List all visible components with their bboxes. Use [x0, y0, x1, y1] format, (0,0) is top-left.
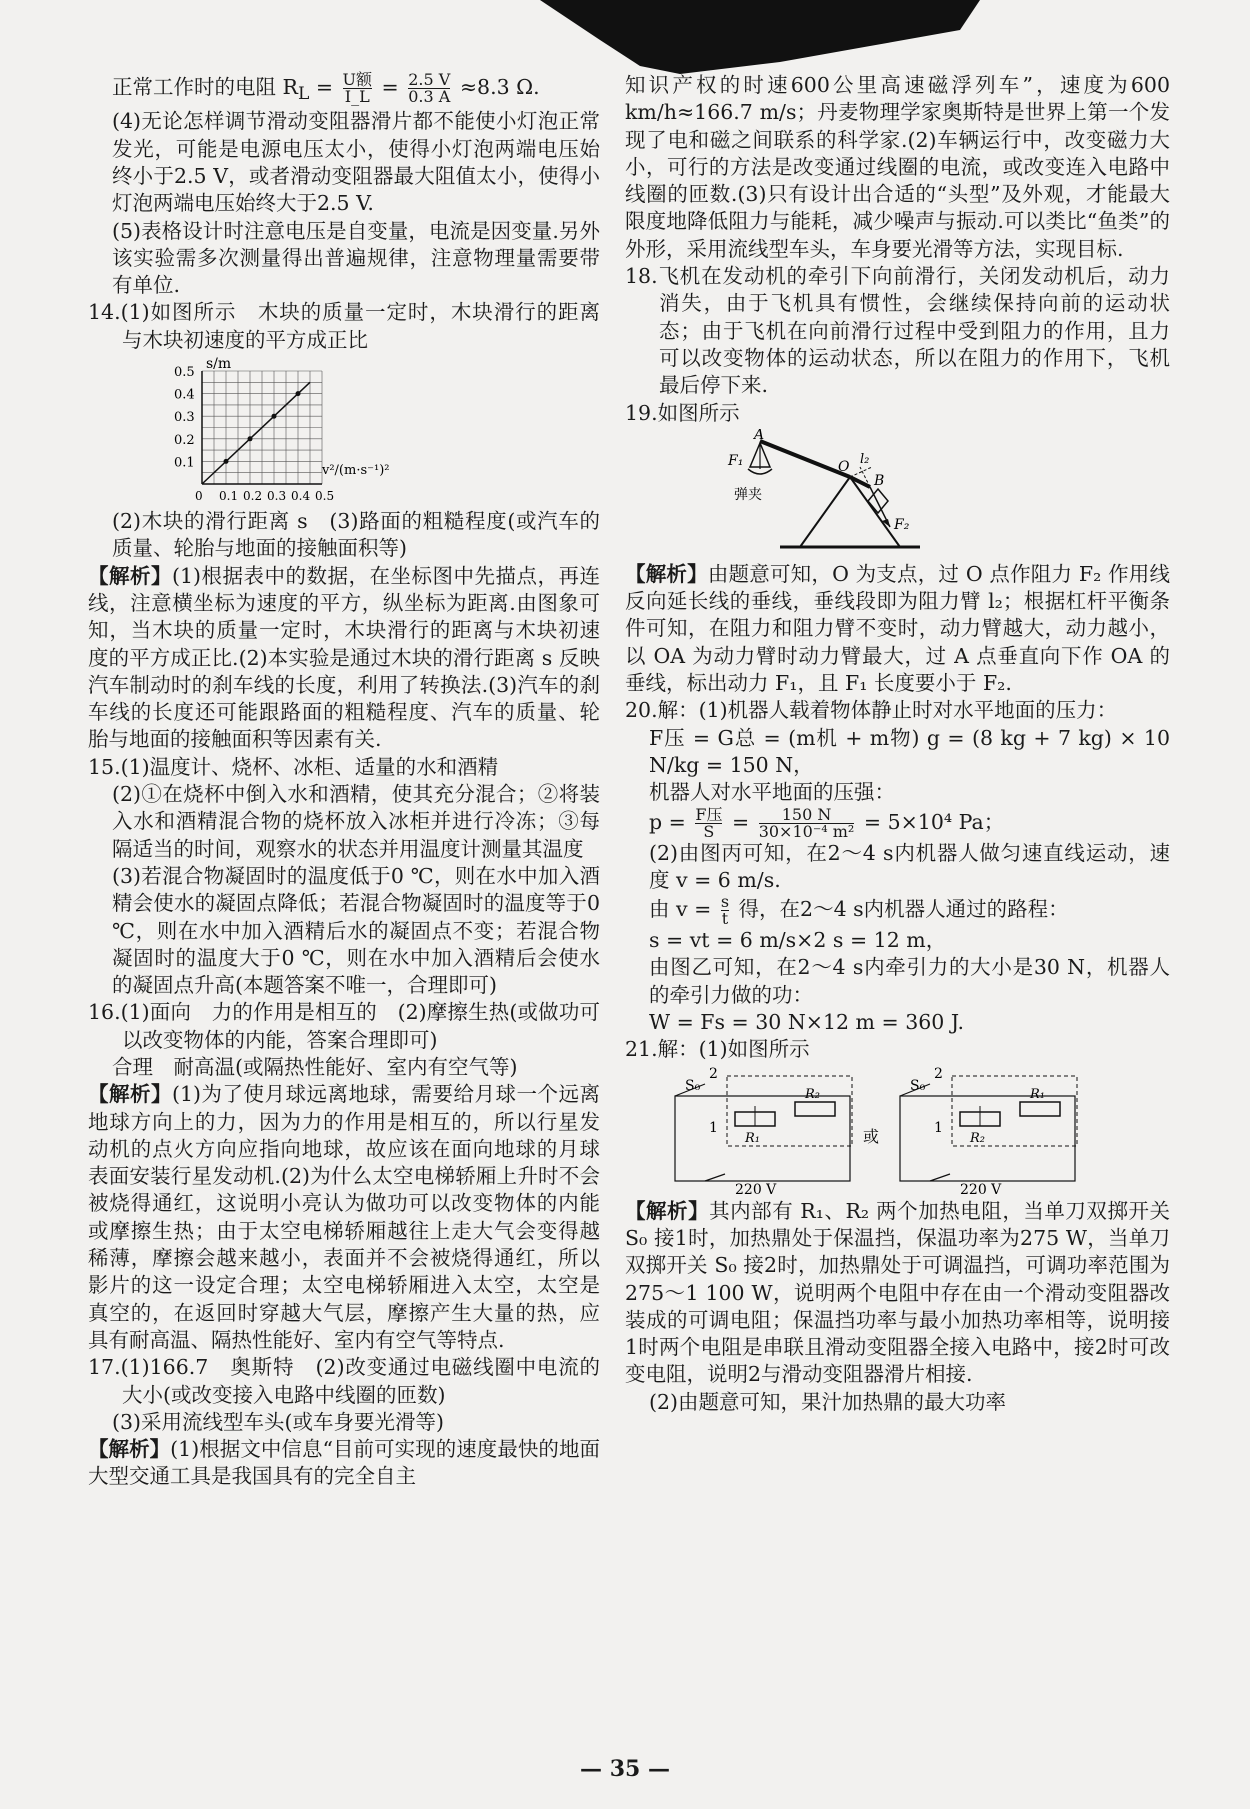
svg-text:2: 2 [709, 1065, 718, 1082]
circuit-a [675, 1066, 852, 1196]
answer-20-pressure-formula: p = $\frac{\text{F压}}{S}$ = $\frac{150 N}{\text{30×10⁻⁴ m²}}$ = 5×10⁴ Pa； [649, 804, 1005, 841]
label-clip: 弹夹 [734, 486, 762, 503]
answer-21-2: (2)由题意可知，果汁加热鼎的最大功率 [649, 1389, 1007, 1414]
circuit-or: 或 [863, 1126, 880, 1146]
svg-text:S₀: S₀ [910, 1077, 926, 1094]
answer-21-1: 21.解：(1)如图所示 [625, 1037, 810, 1062]
answer-13-4: (4)无论怎样调节滑动变阻器滑片都不能使小灯泡正常发光，可能是电源电压太小，使得小灯泡两端电压始终小于2.5 V，或者滑动变阻器最大阻值太小，使得小灯泡两端电压始终大于2.5 V. [112, 109, 600, 216]
x-tick-label: 0.1 [219, 489, 239, 504]
data-point [248, 436, 253, 441]
answer-13-5: (5)表格设计时注意电压是自变量，电流是因变量.另外该实验需多次测量得出普遍规律，注意物理量需要带有单位. [112, 218, 600, 298]
svg-text:1: 1 [709, 1119, 718, 1136]
graph-trend-line [202, 382, 310, 484]
answer-17-analysis: 【解析】(1)根据文中信息“目前可实现的速度最快的地面大型交通工具是我国具有的完全自主 [88, 1437, 600, 1489]
right-column [625, 72, 1170, 1416]
clip-body [748, 469, 772, 474]
data-point [296, 391, 301, 396]
answer-20-2: (2)由图丙可知，在2～4 s内机器人做匀速直线运动，速度 v = 6 m/s. [649, 840, 1170, 892]
y-tick-label: 0.5 [174, 365, 195, 381]
y-tick-label: 0.1 [174, 455, 195, 471]
answer-19-analysis: 【解析】由题意可知，O 为支点，过 O 点作阻力 F₂ 作用线反向延长线的垂线，垂线段即为阻力臂 l₂；根据杠杆平衡条件可知，在阻力和阻力臂不变时，动力臂越大，动力越小，以 OA 为动力臂时动力臂最大，过 A 点垂直向下作 OA 的垂线，标出动力 F₁，且 F₁ 长度要小于 F₂. [625, 561, 1170, 696]
y-tick-label: 0.4 [174, 387, 195, 403]
answer-20-1: 20.解：(1)机器人载着物体静止时对水平地面的压力： [625, 698, 1118, 723]
data-point [272, 414, 277, 419]
label-B: B [874, 472, 885, 489]
answer-16-analysis: 【解析】(1)为了使月球远离地球，需要给月球一个远离地球方向上的力，因为力的作用是相互的，所以行星发动机的点火方向应指向地球，故应该在面向地球的月球表面安装行星发动机.(2)为什么太空电梯轿厢上升时不会被烧得通红，这说明小亮认为做功可以改变物体的内能或摩擦生热；由于太空电梯轿厢越往上走大气会变得越稀薄，摩擦会越来越小，表面并不会被烧得通红，所以影片的这一设定合理；太空电梯轿厢进入太空，太空是真空的，在返回时穿越大气层，摩擦产生大量的热，应具有耐高温、隔热性能好、室内有空气等特点. [88, 1082, 600, 1352]
answer-21-analysis: 【解析】其内部有 R₁、R₂ 两个加热电阻，当单刀双掷开关 S₀ 接1时，加热鼎处于保温挡，保温功率为275 W，当单刀双掷开关 S₀ 接2时，加热鼎处于可调温挡，可调功率范围为275～1 100 W，说明两个电阻中存在由一个滑动变阻器改装成的可调电阻；保温挡功率与最小加热功率相等，说明接1时两个电阻是串联且滑动变阻器全接入电路中，接2时可改变电阻，说明2与滑动变阻器滑片相接. [625, 1198, 1170, 1387]
scan-dark-blot [540, 0, 980, 78]
answer-20-force: F压 = G总 = (m机 + m物) g = (8 kg + 7 kg) × 10 N/kg = 150 N， [649, 725, 1170, 777]
data-point [224, 459, 229, 464]
svg-text:R₁: R₁ [1030, 1086, 1045, 1102]
svg-text:220 V: 220 V [960, 1181, 1002, 1196]
answer-20-pressure-label: 机器人对水平地面的压强： [649, 780, 895, 805]
label-O: O [838, 458, 850, 475]
answer-17-2: (3)采用流线型车头(或车身要光滑等) [112, 1409, 445, 1434]
answer-14-analysis: 【解析】(1)根据表中的数据，在坐标图中先描点，再连线，注意横坐标为速度的平方，纵坐标为距离.由图象可知，当木块的质量一定时，木块滑行的距离与木块初速度的平方成正比.(2)本实验是通过木块的滑行距离 s 反映汽车制动时的刹车线的长度，利用了转换法.(3)汽车的刹车线的长度还可能跟路面的粗糙程度、汽车的质量、轮胎与地面的接触面积等因素有关. [88, 563, 600, 752]
distance-velocity-graph [172, 356, 512, 506]
label-F1: F₁ [728, 452, 744, 469]
answer-14-1: 14.(1)如图所示 木块的质量一定时，木块滑行的距离与木块初速度的平方成正比 [88, 300, 600, 352]
answer-19: 19.如图所示 [625, 400, 740, 425]
x-tick-label: 0 [195, 489, 203, 504]
answer-16-2: 合理 耐高温(或隔热性能好、室内有空气等) [112, 1055, 518, 1079]
label-F2: F₂ [894, 516, 910, 533]
x-tick-label: 0.2 [243, 489, 263, 504]
lever-diagram [710, 429, 930, 559]
svg-text:2: 2 [934, 1065, 943, 1082]
y-tick-label: 0.3 [174, 410, 195, 426]
answer-15-1: 15.(1)温度计、烧杯、冰柜、适量的水和酒精 [88, 754, 499, 779]
answer-17-1: 17.(1)166.7 奥斯特 (2)改变通过电磁线圈中电流的大小(或改变接入电路中线圈的匝数) [88, 1355, 600, 1407]
svg-text:R₁: R₁ [745, 1130, 760, 1146]
y-tick-label: 0.2 [174, 432, 195, 448]
x-tick-label: 0.5 [315, 489, 335, 504]
answer-20-work: W = Fs = 30 N×12 m = 360 J. [649, 1010, 964, 1035]
circuit-diagrams [665, 1066, 1085, 1196]
answer-20-traction: 由图乙可知，在2～4 s内牵引力的大小是30 N，机器人的牵引力做的功： [649, 955, 1170, 1007]
svg-text:220 V: 220 V [735, 1181, 777, 1196]
graph-x-label: v²/(m·s⁻¹)² [322, 463, 390, 479]
svg-text:R₂: R₂ [970, 1130, 985, 1146]
answer-16-1: 16.(1)面向 力的作用是相互的 (2)摩擦生热(或做功可以改变物体的内能，答案合理即可) [88, 1000, 600, 1052]
answer-18: 18.飞机在发动机的牵引下向前滑行，关闭发动机后，动力消失，由于飞机具有惯性，会继续保持向前的运动状态；由于飞机在向前滑行过程中受到阻力的作用，且力可以改变物体的运动状态，所以在阻力的作用下，飞机最后停下来. [625, 264, 1170, 398]
answer-20-distance: s = vt = 6 m/s×2 s = 12 m， [649, 928, 947, 953]
left-column [88, 72, 600, 1491]
circuit-b [900, 1066, 1077, 1196]
lever-beam [760, 441, 850, 477]
label-l2: l₂ [860, 451, 870, 467]
lever-stand-left [800, 477, 850, 547]
answer-17-analysis-cont: 知识产权的时速600公里高速磁浮列车”，速度为600 km/h≈166.7 m/s；丹麦物理学家奥斯特是世界上第一个发现了电和磁之间联系的科学家.(2)车辆运行中，改变磁力大小，可行的方法是改变通过线圈的电流，或改变连入电路中线圈的匝数.(3)只有设计出合适的“头型”及外观，才能最大限度地降低阻力与能耗，减少噪声与振动.可以类比“鱼类”的外形，采用流线型车头，车身要光滑等方法，实现目标. [625, 73, 1170, 261]
graph-y-label: s/m [206, 356, 232, 373]
svg-text:R₂: R₂ [805, 1086, 820, 1102]
answer-20-speed-formula: 由 v = $\frac{s}{t}$ 得，在2～4 s内机器人通过的路程： [649, 892, 1069, 929]
resistance-formula: 正常工作时的电阻 $R_L$ = $\frac{\text{U额}}{I\_L}$ = $\frac{2.5 V}{0.3 A}$ ≈8.3 Ω. [112, 70, 540, 106]
x-tick-label: 0.4 [291, 489, 311, 504]
answer-15-3: (3)若混合物凝固时的温度低于0 ℃，则在水中加入酒精会使水的凝固点降低；若混合物凝固时的温度等于0 ℃，则在水中加入酒精后水的凝固点不变；若混合物凝固时的温度大于0 ℃，则在水中加入酒精后会使水的凝固点升高(本题答案不唯一，合理即可) [112, 863, 600, 998]
weight-diamond [868, 489, 888, 513]
answer-14-2: (2)木块的滑行距离 s (3)路面的粗糙程度(或汽车的质量、轮胎与地面的接触面积等) [112, 509, 600, 561]
svg-text:1: 1 [934, 1119, 943, 1136]
label-A: A [754, 428, 765, 443]
x-tick-label: 0.3 [267, 489, 287, 504]
svg-text:S₀: S₀ [685, 1077, 701, 1094]
page-number: — 35 — [580, 1756, 670, 1782]
answer-15-2: (2)①在烧杯中倒入水和酒精，使其充分混合；②将装入水和酒精混合物的烧杯放入冰柜并进行冷冻；③每隔适当的时间，观察水的状态并用温度计测量其温度 [112, 782, 600, 861]
